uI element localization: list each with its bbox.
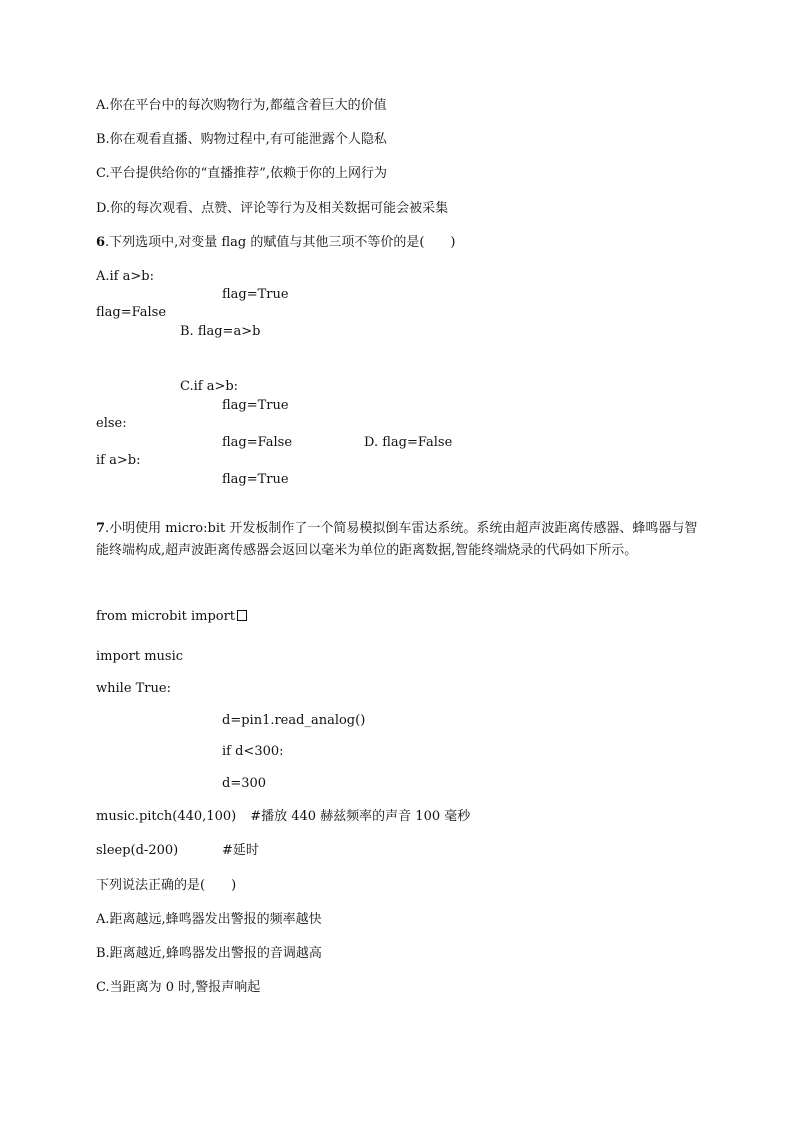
code-line-5: if d<300:: [222, 744, 284, 759]
q6-option-a-line3: flag=False: [96, 305, 167, 320]
q6-option-c-line1: C.if a>b:: [180, 379, 239, 394]
code-line-6: d=300: [222, 776, 267, 791]
missing-glyph-box: [237, 610, 247, 621]
q7-option-a: A.距离越远,蜂鸣器发出警报的频率越快: [96, 912, 322, 927]
q6-option-d-line3: flag=True: [222, 472, 289, 487]
code-line-7-comment: #播放 440 赫兹频率的声音 100 毫秒: [250, 809, 471, 824]
q6-option-a-line2: flag=True: [222, 287, 289, 302]
code-line-8: [96, 843, 259, 859]
q6-option-b: B. flag=a>b: [180, 324, 261, 339]
q6-option-c-line2: flag=True: [222, 398, 289, 413]
q5-option-b: B.你在观看直播、购物过程中,有可能泄露个人隐私: [96, 132, 387, 147]
q6-option-d-line1: D. flag=False: [364, 435, 453, 450]
code-line-7-code: music.pitch(440,100): [96, 809, 237, 824]
q6-option-c-line3: else:: [96, 416, 127, 431]
code-line-8-comment: #延时: [222, 843, 259, 858]
q7-stem: [96, 518, 706, 562]
code-line-8-code: sleep(d-200): [96, 843, 179, 858]
q7-option-c: C.当距离为 0 时,警报声响起: [96, 980, 261, 995]
code-line-7: [96, 809, 470, 825]
code-import-text: from microbit import: [96, 609, 236, 624]
q6-option-c-line4: flag=False: [222, 435, 293, 450]
q5-option-d: D.你的每次观看、点赞、评论等行为及相关数据可能会被采集: [96, 201, 449, 216]
q7-question: 下列说法正确的是( ): [96, 878, 237, 893]
code-line-3: while True:: [96, 681, 171, 696]
code-line-2: import music: [96, 649, 184, 664]
q6-stem-text: .下列选项中,对变量 flag 的赋值与其他三项不等价的是( ): [105, 235, 456, 250]
code-line-1: [96, 609, 247, 625]
q5-option-c: C.平台提供给你的“直播推荐”,依赖于你的上网行为: [96, 166, 388, 181]
q7-option-b: B.距离越近,蜂鸣器发出警报的音调越高: [96, 946, 322, 961]
code-line-4: d=pin1.read_analog(): [222, 713, 366, 728]
q5-option-a: A.你在平台中的每次购物行为,都蕴含着巨大的价值: [96, 98, 387, 113]
q6-stem: [96, 235, 455, 251]
q7-stem-text: .小明使用 micro:bit 开发板制作了一个简易模拟倒车雷达系统。系统由超声波距离传感器、蜂鸣器与智能终端构成,超声波距离传感器会返回以毫米为单位的距离数据,智能终端烧录的代码如下所示。: [96, 521, 698, 558]
q6-option-a-line1: A.if a>b:: [96, 269, 154, 284]
q6-number: 6: [96, 235, 106, 250]
q6-option-d-line2: if a>b:: [96, 453, 141, 468]
q7-number: 7: [96, 521, 106, 536]
